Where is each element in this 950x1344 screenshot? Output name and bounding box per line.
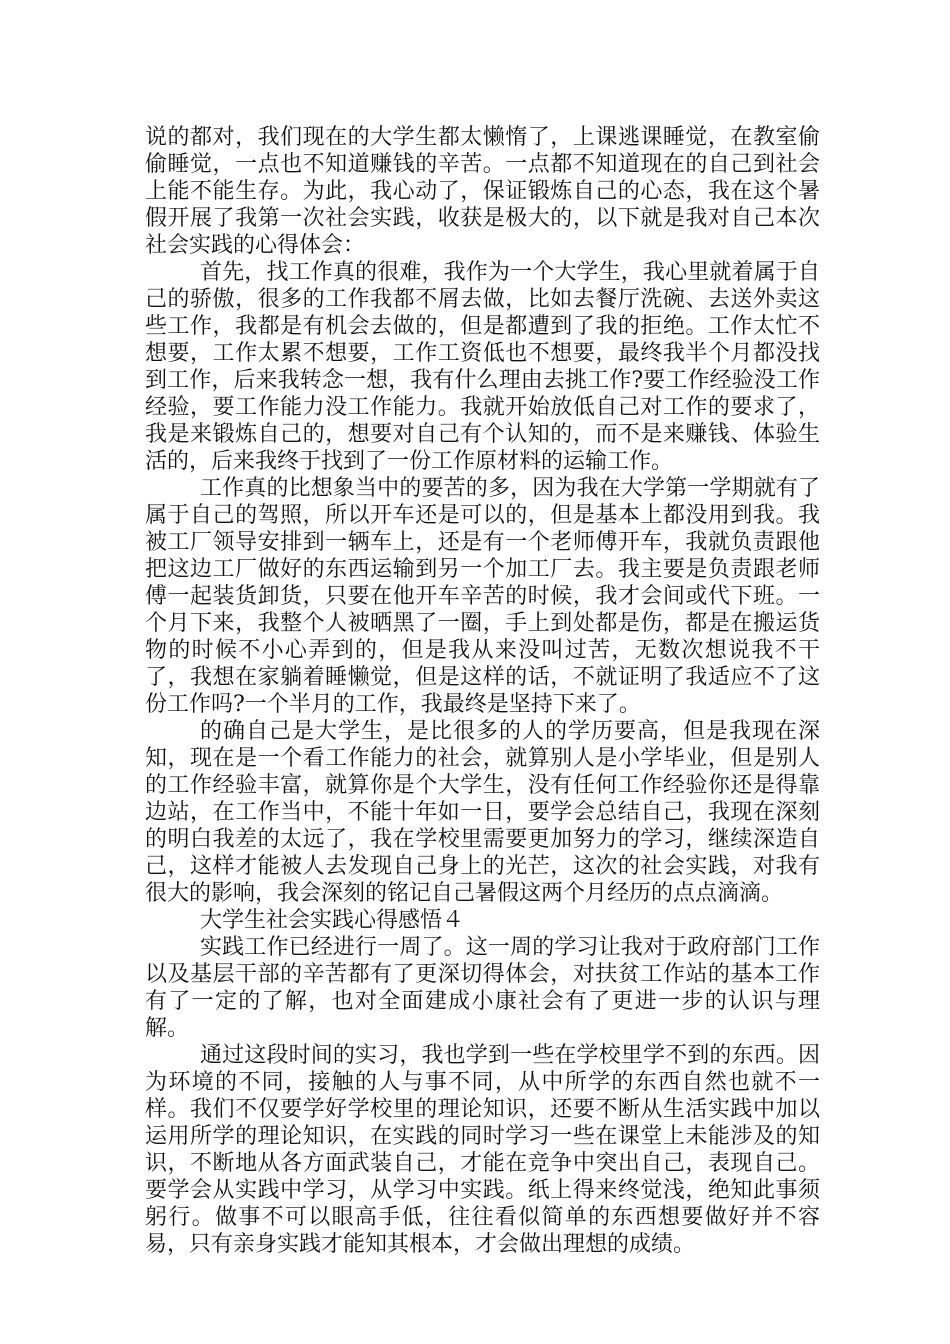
paragraph-2: 首先，找工作真的很难，我作为一个大学生，我心里就着属于自己的骄傲，很多的工作我都不屑去做，比如去餐厅洗碗、去送外卖这些工作，我都是有机会去做的，但是都遭到了我的拒绝。工作太忙不想要，工作太累不想要，工作工资低也不想要，最终我半个月都没找到工作，后来我转念一想，我有什么理由去挑工作?要工作经验没工作经验，要工作能力没工作能力。我就开始放低自己对工作的要求了，我是来锻炼自己的，想要对自己有个认知的，而不是来赚钱、体验生活的，后来我终于找到了一份工作原材料的运输工作。 bbox=[145, 260, 820, 474]
paragraph-5: 实践工作已经进行一周了。这一周的学习让我对于政府部门工作以及基层干部的辛苦都有了更深切得体会，对扶贫工作站的基本工作有了一定的了解，也对全面建成小康社会有了更进一步的认识与理解。 bbox=[145, 935, 820, 1041]
paragraph-1: 说的都对，我们现在的大学生都太懒惰了，上课逃课睡觉，在教室偷偷睡觉，一点也不知道赚钱的辛苦。一点都不知道现在的自己到社会上能不能生存。为此，我心动了，保证锻炼自己的心态，我在这个暑假开展了我第一次社会实践，收获是极大的，以下就是我对自己本次社会实践的心得体会： bbox=[145, 125, 820, 258]
paragraph-4: 的确自己是大学生，是比很多的人的学历要高，但是我现在深知，现在是一个看工作能力的社会，就算别人是小学毕业，但是别人的工作经验丰富，就算你是个大学生，没有任何工作经验你还是得靠边站，在工作当中，不能十年如一日，要学会总结自己，我现在深刻的明白我差的太远了，我在学校里需要更加努力的学习，继续深造自己，这样才能被人去发现自己身上的光芒，这次的社会实践，对我有很大的影响，我会深刻的铭记自己暑假这两个月经历的点点滴滴。 bbox=[145, 719, 820, 906]
paragraph-6: 通过这段时间的实习，我也学到一些在学校里学不到的东西。因为环境的不同，接触的人与事不同，从中所学的东西自然也就不一样。我们不仅要学好学校里的理论知识，还要不断从生活实践中加以运用所学的理论知识，在实践的同时学习一些在课堂上未能涉及的知识，不断地从各方面武装自己，才能在竞争中突出自己，表现自己。要学会从实践中学习，从学习中实践。纸上得来终觉浅，绝知此事须躬行。做事不可以眼高手低，往往看似简单的东西想要做好并不容易，只有亲身实践才能知其根本，才会做出理想的成绩。 bbox=[145, 1043, 820, 1257]
document-page bbox=[145, 124, 820, 1258]
paragraph-3: 工作真的比想象当中的要苦的多，因为我在大学第一学期就有了属于自己的驾照，所以开车还是可以的，但是基本上都没用到我。我被工厂领导安排到一辆车上，还是有一个老师傅开车，我就负责跟他把这边工厂做好的东西运输到另一个加工厂去。我主要是负责跟老师傅一起装货卸货，只要在他开车辛苦的时候，我才会间或代下班。一个月下来，我整个人被晒黑了一圈，手上到处都是伤，都是在搬运货物的时候不小心弄到的，但是我从来没叫过苦，无数次想说我不干了，我想在家躺着睡懒觉，但是这样的话，不就证明了我适应不了这份工作吗?一个半月的工作，我最终是坚持下来了。 bbox=[145, 476, 820, 717]
section-heading: 大学生社会实践心得感悟４ bbox=[200, 908, 465, 933]
